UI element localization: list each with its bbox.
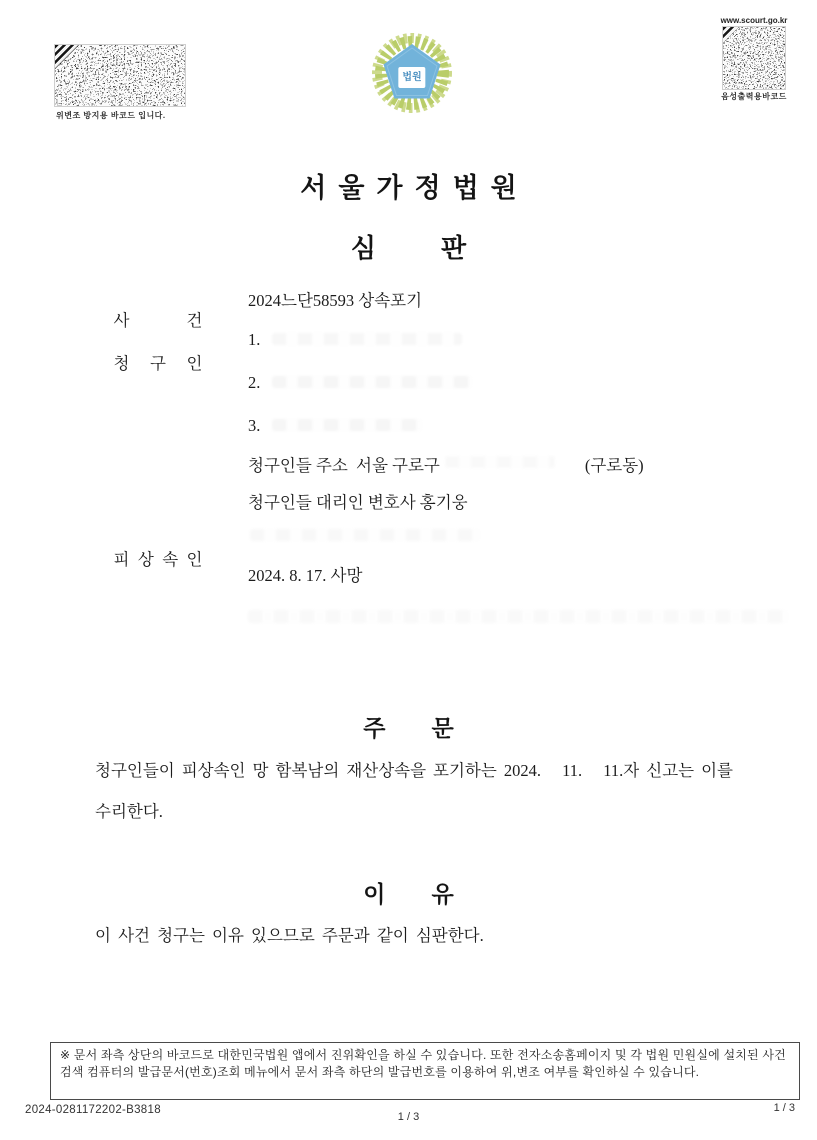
decedent-row [97, 526, 204, 590]
document-type-title: 심 판 [350, 234, 467, 263]
page-number-right: 1 / 3 [773, 1102, 795, 1114]
redacted-address-detail [445, 456, 555, 468]
address-suffix: (구로동) [584, 456, 644, 475]
claimant-row [97, 330, 204, 394]
redacted-decedent-name [250, 529, 480, 541]
claimant-item-1: 1. [248, 330, 261, 349]
redacted-claimant-name-1 [272, 333, 462, 345]
redacted-claimant-name-3 [272, 419, 422, 431]
case-number-value: 2024느단58593 상속포기 [248, 291, 423, 310]
case-label: 사 건 [113, 311, 204, 330]
verification-notice-box: ※ 문서 좌측 상단의 바코드로 대한민국법원 앱에서 진위확인을 하실 수 있습니다. 또한 전자소송홈페이지 및 각 법원 민원실에 설치된 사건검색 컴퓨터의 발급문서(번호)조회 메뉴에서 문서 좌측 하단의 발급번호를 이용하여 위,변조 여부를 확인하실 수 있습니다. [50, 1042, 800, 1100]
court-name-title: 서울가정법원 [300, 173, 529, 203]
voice-output-barcode-caption: 음성출력용바코드 [721, 92, 787, 101]
order-body-line1: 청구인들이 피상속인 망 함복남의 재산상속을 포기하는 2024. 11. 11.자 신고는 이를 [95, 761, 733, 780]
order-section-heading: 주 문 [363, 716, 454, 741]
reason-section-heading: 이 유 [363, 882, 454, 907]
order-body-line2: 수리한다. [95, 802, 163, 821]
court-emblem-text: 법원 [398, 67, 425, 88]
decedent-label: 피 상 속 인 [113, 550, 204, 569]
issuance-number: 2024-0281172202-B3818 [25, 1104, 161, 1116]
page-number-center: 1 / 3 [397, 1111, 420, 1123]
voice-output-barcode-icon [723, 27, 785, 89]
claimant-item-2: 2. [248, 373, 261, 392]
court-emblem-icon [368, 28, 456, 114]
redacted-last-address-line [248, 610, 788, 623]
scourt-url-label: www.scourt.go.kr [720, 16, 788, 25]
redacted-claimant-name-2 [272, 376, 472, 388]
reason-body: 이 사건 청구는 이유 있으므로 주문과 같이 심판한다. [95, 926, 484, 945]
address-prefix: 청구인들 주소 서울 구로구 [248, 456, 440, 475]
claimant-item-3: 3. [248, 416, 261, 435]
attorney-line: 청구인들 대리인 변호사 홍기웅 [248, 493, 468, 512]
death-date-line: 2024. 8. 17. 사망 [248, 566, 363, 585]
anti-forgery-barcode-caption: 위변조 방지용 바코드 입니다. [56, 111, 166, 120]
claimant-label: 청 구 인 [113, 354, 204, 373]
anti-forgery-barcode-icon [55, 45, 185, 106]
